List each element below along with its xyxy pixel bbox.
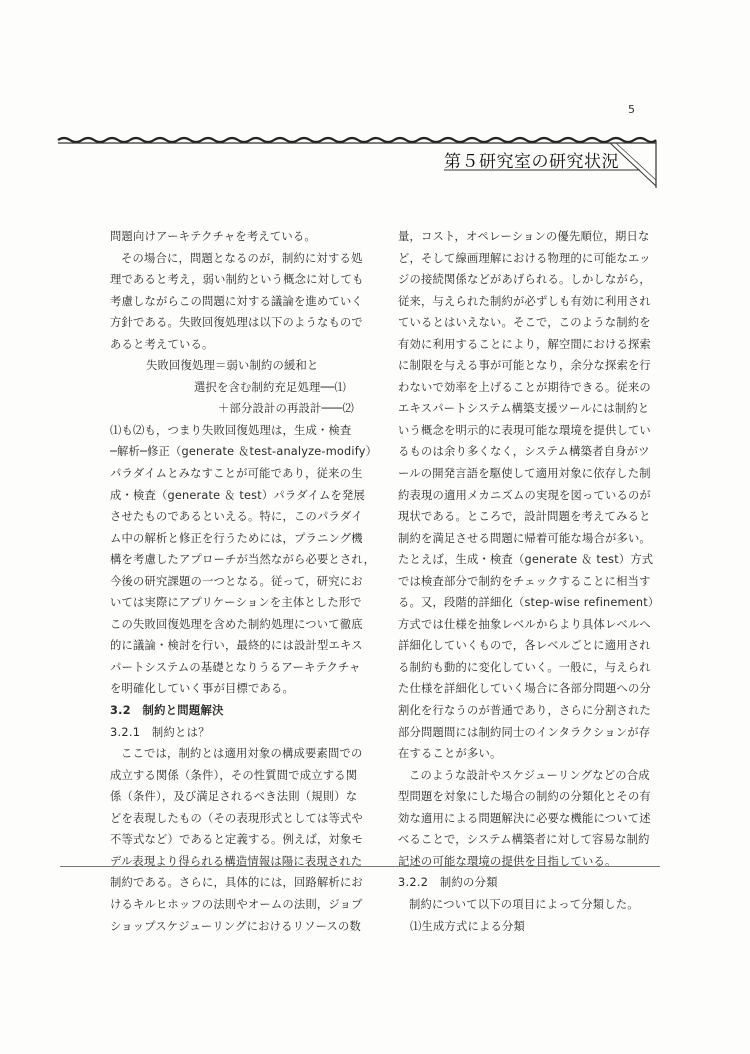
text-line: させたものであるといえる。特に，このパラダイ <box>110 510 363 524</box>
text-line: デル表現より得られる構造情報は陽に表現された <box>110 854 363 868</box>
section-heading: 3.2 制約と問題解決 <box>110 704 224 718</box>
text-line: 成立する関係（条件），その性質間で成立する関 <box>110 768 358 782</box>
text-line: 方針である。失敗回復処理は以下のようなもので <box>110 316 363 330</box>
section-title: 第５研究室の研究状況 <box>444 152 619 172</box>
text-line: その場合に，問題となるのが，制約に対する処 <box>121 251 363 265</box>
text-line: たとえば，生成・検査（generate ＆ test）方式 <box>398 553 654 567</box>
text-line: ⑴生成方式による分類 <box>410 919 525 933</box>
text-line: 選択を含む制約充足処理──⑴ <box>194 380 346 394</box>
text-line: パートシステムの基礎となりうるアーキテクチャ <box>110 660 361 674</box>
text-line: エキスパートシステム構築支援ツールには制約と <box>398 402 650 416</box>
text-line: 失敗回復処理＝弱い制約の緩和と <box>146 359 319 373</box>
text-line: 考慮しながらこの問題に対する議論を進めていく <box>110 294 363 308</box>
text-line: 約表現の適用メカニズムの実現を図っているのが <box>398 488 651 502</box>
text-line: を明確化していく事が目標である。 <box>110 682 294 696</box>
text-line: 制約を満足させる問題に帰着可能な場合が多い。 <box>398 531 651 545</box>
text-line: ているとはいえない。そこで，このような制約を <box>398 316 651 330</box>
text-line: どを表現したもの（その表現形式としては等式や <box>110 811 363 825</box>
text-line: 係（条件），及び満足されるべき法則（規則）な <box>110 790 358 804</box>
text-line: この失敗回復処理を含めた制約処理について徹底 <box>110 617 363 631</box>
text-line: いては実際にアプリケーションを主体とした形で <box>110 596 362 610</box>
text-line: いう概念を明示的に表現可能な環境を提供してい <box>398 423 651 437</box>
text-line: では検査部分で制約をチェックすることに相当す <box>398 574 651 588</box>
text-line: に制限を与える事が可能となり，余分な探索を行 <box>398 359 651 373</box>
text-line: あると考えている。 <box>110 337 214 351</box>
text-line: ム中の解析と修正を行うためには，プラニング機 <box>110 531 363 545</box>
section-header-decoration <box>0 0 750 200</box>
text-line: ど，そして線画理解における物理的に可能なエッ <box>398 251 651 265</box>
text-line: ─解析─修正（generate ＆test-analyze-modify） <box>110 445 378 459</box>
text-line: ＋部分設計の再設計───⑵ <box>218 402 354 416</box>
text-line: 理であると考え，弱い制約という概念に対しても <box>110 273 364 287</box>
text-line: ここでは，制約とは適用対象の構成要素間での <box>121 747 363 761</box>
text-line: ショップスケジューリングにおけるリソースの数 <box>110 919 362 933</box>
text-line: 詳細化していくもので，各レベルごとに適用され <box>398 639 651 653</box>
text-line: けるキルヒホッフの法則やオームの法則，ジョブ <box>110 897 363 911</box>
text-line: 割化を行なうのが普通であり，さらに分割された <box>398 704 651 718</box>
text-line: 在することが多い。 <box>398 747 502 761</box>
text-line: 制約について以下の項目によって分類した。 <box>409 897 639 911</box>
text-line: 記述の可能な環境の提供を目指している。 <box>398 854 617 868</box>
text-line: 従来，与えられた制約が必ずしも有効に利用され <box>398 294 651 308</box>
page-number: 5 <box>628 103 635 116</box>
text-line: 構を考慮したアプローチが当然ながら必要とされ， <box>110 553 376 567</box>
text-line: 今後の研究課題の一つとなる。従って，研究にお <box>110 574 363 588</box>
text-line: このような設計やスケジューリングなどの合成 <box>409 768 650 782</box>
text-line: 現状である。ところで，設計問題を考えてみると <box>398 510 651 524</box>
text-line: パラダイムとみなすことが可能であり，従来の生 <box>110 467 363 481</box>
text-line: るものは余り多くなく，システム構築者自身がツ <box>398 445 650 459</box>
text-line: ジの接続関係などがあげられる。しかしながら， <box>398 273 651 287</box>
footer-rule <box>60 866 660 867</box>
text-line: べることで，システム構築者に対して容易な制約 <box>398 833 650 847</box>
text-line: 有効に利用することにより，解空間における探索 <box>398 337 651 351</box>
text-line: 不等式など）であると定義する。例えば，対象モ <box>110 833 363 847</box>
text-line: 部分問題間には制約同士のインタラクションが存 <box>398 725 651 739</box>
text-line: 制約である。さらに，具体的には，回路解析にお <box>110 876 363 890</box>
text-line: る。又，段階的詳細化（step-wise refinement） <box>398 596 660 610</box>
text-line: た仕様を詳細化していく場合に各部分問題への分 <box>398 682 651 696</box>
right-text-column <box>398 226 670 937</box>
section-heading: 3.2.2 制約の分類 <box>398 876 498 890</box>
text-line: 的に議論・検討を行い，最終的には設計型エキス <box>110 639 363 653</box>
text-line: る制約も動的に変化していく。一般に，与えられ <box>398 660 651 674</box>
section-heading: 3.2.1 制約とは？ <box>110 725 210 739</box>
text-line: 方式では仕様を抽象レベルからより具体レベルへ <box>398 617 651 631</box>
text-line: ールの開発言語を駆使して適用対象に依存した制 <box>398 467 651 481</box>
text-line: わないで効率を上げることが期待できる。従来の <box>398 380 651 394</box>
text-line: 量，コスト，オペレーションの優先順位，期日な <box>398 230 650 243</box>
left-text-column <box>110 226 382 937</box>
text-line: 問題向けアーキテクチャを考えている。 <box>110 230 316 243</box>
text-line: 成・検査（generate ＆ test）パラダイムを発展 <box>110 488 365 502</box>
text-line: ⑴も⑵も，つまり失敗回復処理は，生成・検査 <box>110 423 352 437</box>
text-line: 効な適用による問題解決に必要な機能について述 <box>398 811 651 825</box>
text-line: 型問題を対象にした場合の制約の分類化とその有 <box>398 790 651 804</box>
header-wavy-rule <box>58 138 656 143</box>
